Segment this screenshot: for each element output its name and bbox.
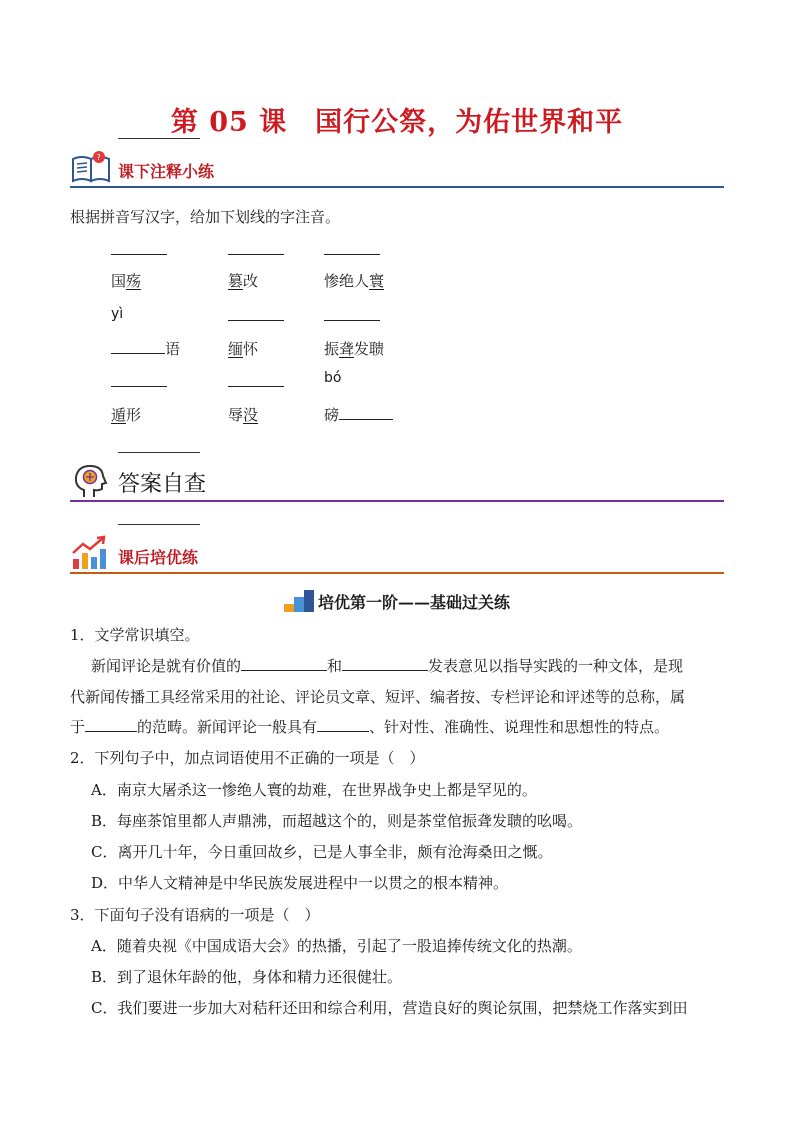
answer-blank[interactable] [342, 656, 428, 671]
word-item: 国殇 [111, 272, 142, 290]
section-label-notes: 课下注释小练 [118, 162, 215, 181]
option-c[interactable]: C．我们要进一步加大对秸秆还田和综合利用，营造良好的舆论氛围，把禁烧工作落实到田 [91, 999, 688, 1017]
word-item: 遁形 [111, 406, 142, 424]
growth-chart-icon [70, 535, 112, 571]
page-title: 第 05 课 国行公祭，为佑世界和平 [170, 107, 624, 138]
answer-blank[interactable] [241, 656, 327, 671]
option-a[interactable]: A．南京大屠杀这一惨绝人寰的劫难，在世界战争史上都是罕见的。 [91, 781, 537, 799]
option-c[interactable]: C．离开几十年，今日重回故乡，已是人事全非，颇有沧海桑田之慨。 [91, 843, 553, 861]
section-label-practice: 课后培优练 [118, 548, 199, 567]
pinyin-hint: bó [324, 370, 342, 386]
answer-blank[interactable] [324, 240, 380, 259]
header-bottom-rule [70, 500, 724, 502]
pinyin-hint: yì [111, 306, 124, 322]
answer-blank[interactable] [111, 240, 167, 259]
option-a[interactable]: A．随着央视《中国成语大会》的热播，引起了一股追捧传统文化的热潮。 [91, 937, 582, 955]
answer-blank[interactable] [339, 405, 393, 420]
header-bottom-rule [70, 572, 724, 574]
word-item: 辱没 [228, 406, 259, 424]
option-d[interactable]: D．中华人文精神是中华民族发展进程中一以贯之的根本精神。 [91, 874, 509, 892]
section-header-answers [70, 452, 724, 502]
answer-blank[interactable] [228, 372, 284, 391]
word-item: 惨绝人寰 [324, 272, 385, 290]
section-header-notes [70, 138, 724, 188]
exercise-instruction: 根据拼音写汉字，给加下划线的字注音。 [70, 208, 341, 226]
stairs-icon [284, 590, 314, 612]
option-b[interactable]: B．到了退休年龄的他，身体和精力还很健壮。 [91, 968, 403, 986]
question-text: 于 的范畴。新闻评论一般具有 、针对性、准确性、说理性和思想性的特点。 [70, 718, 670, 736]
option-b[interactable]: B．每座茶馆里都人声鼎沸，而超越这个的，则是茶堂倌振聋发聩的吆喝。 [91, 812, 583, 830]
answer-blank[interactable] [228, 306, 284, 325]
word-item: 缅怀 [228, 340, 259, 358]
answer-blank[interactable] [324, 306, 380, 325]
header-bottom-rule [70, 186, 724, 188]
answer-blank[interactable] [228, 240, 284, 259]
word-item: 篡改 [228, 272, 259, 290]
stage-title: 培优第一阶——基础过关练 [317, 593, 510, 612]
header-top-rule [118, 452, 200, 453]
question-text: 新闻评论是就有价值的 和 发表意见以指导实践的一种文体，是现 [91, 657, 684, 675]
head-brain-icon [70, 463, 112, 499]
answer-blank[interactable] [111, 339, 165, 354]
word-item: 磅 [324, 404, 393, 425]
word-item: 语 [111, 338, 180, 359]
section-header-practice [70, 524, 724, 574]
open-book-icon [70, 149, 112, 185]
svg-text:?: ? [96, 153, 101, 162]
stage-heading [0, 590, 794, 613]
question-stem: 1．文学常识填空。 [70, 626, 200, 644]
header-top-rule [118, 138, 200, 139]
section-label-answers[interactable]: 答案自查 [118, 472, 207, 497]
header-top-rule [118, 524, 200, 525]
question-text: 代新闻传播工具经常采用的社论、评论员文章、短评、编者按、专栏评论和评述等的总称，属 [70, 688, 686, 706]
answer-blank[interactable] [85, 717, 137, 732]
word-item: 振聋发聩 [324, 340, 385, 358]
answer-blank[interactable] [317, 717, 369, 732]
answer-blank[interactable] [111, 372, 167, 391]
question-stem: 2．下列句子中，加点词语使用不正确的一项是（ ） [70, 749, 425, 767]
question-stem: 3．下面句子没有语病的一项是（ ） [70, 906, 320, 924]
